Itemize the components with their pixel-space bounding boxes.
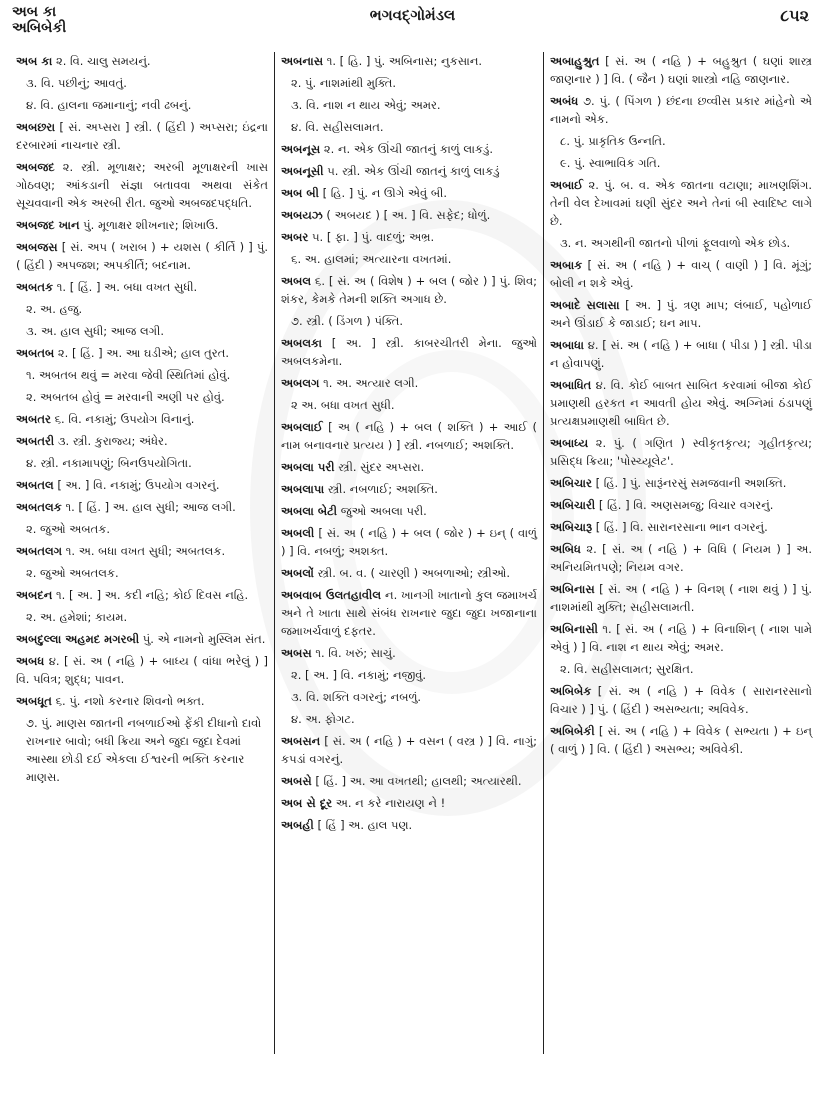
definition-text: ૧. [ હિં. ] અ. હાલ સુધી; આજ લગી. xyxy=(65,500,236,514)
headword: અબદુલ્લા અહમદ મગરબી xyxy=(16,632,140,646)
definition-text: ૩. સ્ત્રી. કુરાજ્ય; અંધેર. xyxy=(57,434,168,448)
dictionary-entry xyxy=(281,644,537,662)
definition-text: પું. મૂળાક્ષર શીખનાર; શિખાઉ. xyxy=(83,218,219,232)
dictionary-entry xyxy=(550,296,812,332)
headword: અબાધિત xyxy=(550,378,592,392)
dictionary-sense xyxy=(26,388,268,406)
page-number: ૮૫૨ xyxy=(780,6,809,25)
headword: અબલોં xyxy=(281,566,314,580)
dictionary-sense xyxy=(291,96,537,114)
definition-text: [ હિં. ] વિ. સારાનરસાના ભાન વગરનું. xyxy=(595,520,768,534)
dictionary-entry xyxy=(281,140,537,158)
guide-word-first: અબ કા xyxy=(12,4,57,20)
headword: અબિચારૂ xyxy=(550,520,593,534)
definition-text: ન. ખાનગી ખાતાનો કુલ જમાખર્ચ અને તે ખાતા સાથે સંબંધ રાખનાર જુદા જુદા ખજાનાના જમાખર્ચવાળું દફતર. xyxy=(281,588,537,638)
dictionary-entry xyxy=(281,502,537,520)
definition-text: ૨. સ્ત્રી. મૂળાક્ષર; અરબી મૂળાક્ષરની ખાસ ગોઠવણ; આંકડાની સંજ્ઞા બતાવવા અથવા સંકેત સૂચવવાની એક અરબી રીત. જુઓ અબજદપદ્ધતિ. xyxy=(16,160,269,210)
dictionary-entry xyxy=(16,498,268,516)
definition-text: ૧. [ હિં. ] અ. બધા વખત સુધી. xyxy=(56,280,198,294)
headword: અબિધ xyxy=(550,542,581,556)
page-title: ભગવદ્ગોમંડલ xyxy=(369,6,456,24)
definition-text: ૬. વિ. નકામું; ઉપયોગ વિનાનું. xyxy=(54,412,195,426)
dictionary-sense xyxy=(26,74,268,92)
headword: અબલકા xyxy=(281,336,322,350)
headword: અબિબેકી xyxy=(550,724,595,738)
dictionary-entry xyxy=(550,376,812,430)
definition-text: [ હિં. ] વિ. અણસમજુ; વિચાર વગરનું. xyxy=(598,498,774,512)
dictionary-sense xyxy=(26,454,268,472)
headword: અબનૂસી xyxy=(281,164,324,178)
definition-text: ૧. [ હિ. ] પું. અબિનાસ; નુકસાન. xyxy=(326,54,483,68)
definition-text: [ અ ( નહિ ) + બલ ( શક્તિ ) + આઈ ( નામ બનાવનાર પ્રત્યય ) ] સ્ત્રી. નબળાઈ; અશક્તિ. xyxy=(281,420,537,452)
dictionary-entry xyxy=(16,118,268,154)
definition-text: ૧. વિ. ખરું; સાચું. xyxy=(315,646,396,660)
dictionary-entry xyxy=(16,586,268,604)
headword: અબ સે દૂર xyxy=(281,796,333,810)
headword: અબિબેક xyxy=(550,684,592,698)
definition-text: ૩. ન. અગથીની જાતનો પીળાં ફૂલવાળો એક છોડ. xyxy=(560,236,791,250)
dictionary-entry xyxy=(281,816,537,834)
headword: અબલા બેટી xyxy=(281,504,338,518)
definition-text: ૨. જુઓ અબતક. xyxy=(26,522,110,536)
dictionary-entry xyxy=(16,432,268,450)
column-3 xyxy=(544,52,818,1082)
definition-text: ૪. અ. ફોગટ. xyxy=(291,712,355,726)
definition-text: ( અબયદ ) [ અ. ] વિ. સફેદ; ધોળું. xyxy=(326,208,491,222)
headword: અબતલ xyxy=(16,478,54,492)
definition-text: ૪. સ્ત્રી. નકામાપણું; બિનઉપયોગિતા. xyxy=(26,456,192,470)
definition-text: ૨. અબતબ હોવું = મરવાની અણી પર હોવું. xyxy=(26,390,225,404)
headword: અબજસ xyxy=(16,240,58,254)
headword: અબતબ xyxy=(16,346,55,360)
definition-text: ૩. અ. હાલ સુધી; આજ લગી. xyxy=(26,324,164,338)
dictionary-sense xyxy=(560,660,812,678)
definition-text: જુઓ અબલા પરી. xyxy=(340,504,427,518)
definition-text: [ સં. અ ( નહિ ) + બહુશ્રુત ( ઘણાં શાસ્ત્ર જાણનાર ) ] વિ. ( જૈન ) ઘણાં શાસ્ત્રો નહિ જાણનાર. xyxy=(550,54,813,86)
dictionary-entry xyxy=(281,418,537,454)
dictionary-entry xyxy=(550,474,812,492)
headword: અબતક xyxy=(16,280,54,294)
definition-text: ૮. પું. પ્રાકૃતિક ઉન્નતિ. xyxy=(560,134,666,148)
definition-text: ૨. પું. નાશમાંથી મુક્તિ. xyxy=(291,76,397,90)
definition-text: ૪. [ સં. અ ( નહિ ) + બાધ્ય ( વાંધા ભરેલું ) ] વિ. પવિત્ર; શુદ્ધ; પાવન. xyxy=(16,654,269,686)
definition-text: ૫. સ્ત્રી. એક ઊંચી જાતનું કાળું લાકડું xyxy=(327,164,500,178)
dictionary-entry xyxy=(550,518,812,536)
headword: અબલાપા xyxy=(281,482,325,496)
dictionary-entry xyxy=(16,410,268,428)
dictionary-entry xyxy=(16,630,268,648)
dictionary-sense xyxy=(560,132,812,150)
dictionary-entry xyxy=(550,176,812,230)
dictionary-entry xyxy=(550,496,812,514)
definition-text: ૪. વિ. હાલના જમાનાનું; નવી ઢબનું. xyxy=(26,98,192,112)
definition-text: ૨. [ હિં. ] અ. આ ઘડીએ; હાલ તુરત. xyxy=(57,346,230,360)
headword: અબાધ્ય xyxy=(550,436,589,450)
dictionary-entry xyxy=(281,564,537,582)
definition-text: ૨. [ સં. અ ( નહિ ) + વિધિ ( નિયમ ) ] અ. અનિયમિતપણે; નિયમ વગર. xyxy=(550,542,813,574)
definition-text: ૭. સ્ત્રી. ( ડિંગળ ) પંક્તિ. xyxy=(291,314,404,328)
definition-text: ૩. વિ. શક્તિ વગરનું; નબળું. xyxy=(291,690,422,704)
headword: અબિનાસ xyxy=(550,582,595,596)
definition-text: ૨. અ. હમેશાં; કાયમ. xyxy=(26,610,128,624)
dictionary-entry xyxy=(550,580,812,616)
dictionary-sense xyxy=(26,300,268,318)
headword: અબધૂત xyxy=(16,694,52,708)
definition-text: સ્ત્રી. સુંદર અપ્સરા. xyxy=(338,460,425,474)
definition-text: [ સં. અપ્સરા ] સ્ત્રી. ( હિંદી ) અપ્સરા; ઇંદ્રના દરબારમાં નાચનાર સ્ત્રી. xyxy=(16,120,269,152)
dictionary-entry xyxy=(16,692,268,710)
dictionary-sense xyxy=(291,396,537,414)
column-2 xyxy=(274,52,544,1054)
headword: અબતરી xyxy=(16,434,55,448)
headword: અબજદ ખાન xyxy=(16,218,80,232)
definition-text: ૬. પું. નશો કરનાર શિવનો ભક્ત. xyxy=(55,694,205,708)
dictionary-entry xyxy=(16,542,268,560)
definition-text: ૩. વિ. પછીનું; આવતું. xyxy=(26,76,127,90)
dictionary-entry xyxy=(281,732,537,768)
headword: અબ કા xyxy=(16,54,53,68)
definition-text: ૧. અ. અત્યાર લગી. xyxy=(323,376,419,390)
definition-text: સ્ત્રી. બ. વ. ( ચારણી ) અબળાઓ; સ્ત્રીઓ. xyxy=(317,566,510,580)
dictionary-entry xyxy=(281,374,537,392)
definition-text: ૨. અ. હજુ. xyxy=(26,302,83,316)
headword: અબાદે સલાસા xyxy=(550,298,620,312)
headword: અબયઝ xyxy=(281,208,323,222)
definition-text: [ હિ. ] પું. ન ઊગે એવું બી. xyxy=(322,186,448,200)
definition-text: [ સં. અ ( નહિ ) + વાચ્ ( વાણી ) ] વિ. મૂંગું; બોલી ન શકે એવું. xyxy=(550,258,812,290)
dictionary-sense xyxy=(291,688,537,706)
dictionary-entry xyxy=(16,158,268,212)
dictionary-entry xyxy=(16,216,268,234)
definition-text: ૪. વિ. કોઈ બાબત સાબિત કરવામાં બીજા કોઈ પ્રમાણથી હરકત ન આવતી હોય એવું. અગ્નિમાં ઠંડાપણું પ્રત્યક્ષપ્રમાણથી બાધિત છે. xyxy=(550,378,813,428)
column-1 xyxy=(10,52,274,1082)
dictionary-entry xyxy=(550,682,812,718)
definition-text: [ સં. અપ ( ખરાબ ) + યશસ ( કીર્તિ ) ] પું. ( હિંદી ) અપજશ; અપકીર્તિ; બદનામ. xyxy=(16,240,268,272)
headword: અબસ xyxy=(281,646,312,660)
dictionary-sense xyxy=(26,520,268,538)
definition-text: ૨ અ. બધા વખત સુધી. xyxy=(291,398,395,412)
definition-text: [ હિં. ] પું. સારૂંનરસું સમજવાની અશક્તિ. xyxy=(595,476,787,490)
dictionary-sense xyxy=(291,312,537,330)
dictionary-sense xyxy=(26,96,268,114)
dictionary-sense xyxy=(26,564,268,582)
dictionary-sense xyxy=(26,366,268,384)
headword: અબાધા xyxy=(550,338,584,352)
dictionary-entry xyxy=(281,162,537,180)
dictionary-sense xyxy=(26,608,268,626)
headword: અબિચાર xyxy=(550,476,592,490)
headword: અબવાબ ઉલતહાવીલ xyxy=(281,588,382,602)
definition-text: ૧. [ અ. ] અ. કદી નહિ; કોઈ દિવસ નહિ. xyxy=(56,588,249,602)
page-header xyxy=(0,0,825,50)
headword: અબધ xyxy=(16,654,45,668)
headword: અબલ xyxy=(281,274,312,288)
headword: અબાઈ xyxy=(550,178,584,192)
headword: અબિચારી xyxy=(550,498,596,512)
definition-text: અ. ન કરે નારાયણ ને ! xyxy=(335,796,446,810)
dictionary-entry xyxy=(550,92,812,128)
dictionary-entry xyxy=(281,272,537,308)
definition-text: ૬. અ. હાલમાં; અત્યારના વખતમાં. xyxy=(291,252,452,266)
dictionary-sense xyxy=(291,710,537,728)
dictionary-columns xyxy=(10,52,818,1082)
dictionary-sense xyxy=(291,250,537,268)
headword: અબંધ xyxy=(550,94,579,108)
headword: અબછરા xyxy=(16,120,56,134)
dictionary-entry xyxy=(16,52,268,70)
definition-text: ૭. પું. ( પિંગળ ) છંદના છવ્વીસ પ્રકાર માંહેનો એ નામનો એક. xyxy=(550,94,812,126)
headword: અબિનાસી xyxy=(550,622,598,636)
definition-text: [ અ. ] સ્ત્રી. કાબરચીતરી મેના. જુઓ અબલકમેના. xyxy=(281,336,538,368)
definition-text: [ અ. ] વિ. નકામું; ઉપયોગ વગરનું. xyxy=(57,478,220,492)
dictionary-entry xyxy=(281,458,537,476)
headword: અબનાસ xyxy=(281,54,324,68)
definition-text: ૪. [ સં. અ ( નહિ ) + બાધા ( પીડા ) ] સ્ત્રી. પીડા ન હોવાપણું. xyxy=(550,338,813,370)
dictionary-entry xyxy=(550,52,812,88)
headword: અબલાઈ xyxy=(281,420,323,434)
dictionary-entry xyxy=(16,238,268,274)
dictionary-sense xyxy=(560,234,812,252)
definition-text: [ સં. અ ( નહિ ) + વસન ( વસ્ત્ર ) ] વિ. નાગું; કપડાં વગરનું. xyxy=(281,734,538,766)
headword: અબાક xyxy=(550,258,583,272)
dictionary-entry xyxy=(281,480,537,498)
headword: અબલી xyxy=(281,526,315,540)
definition-text: [ અ. ] પું. ત્રણ માપ; લંબાઈ, પહોળાઈ અને ઊંડાઈ કે જાડાઈ; ઘન માપ. xyxy=(550,298,813,330)
dictionary-entry xyxy=(550,620,812,656)
definition-text: સ્ત્રી. નબળાઈ; અશક્તિ. xyxy=(327,482,438,496)
dictionary-entry xyxy=(550,722,812,758)
headword: અબતલગ xyxy=(16,544,63,558)
definition-text: ૧. અ. બધા વખત સુધી; અબતલક. xyxy=(65,544,226,558)
headword: અબદન xyxy=(16,588,53,602)
definition-text: ૨. વિ. સહીસલામત; સુરક્ષિત. xyxy=(560,662,694,676)
definition-text: ૯. પું. સ્વાભાવિક ગતિ. xyxy=(560,156,661,170)
dictionary-entry xyxy=(281,586,537,640)
headword: અબસન xyxy=(281,734,321,748)
definition-text: ૨. ન. એક ઊંચી જાતનું કાળું લાકડું. xyxy=(323,142,494,156)
headword: અબહી xyxy=(281,818,314,832)
dictionary-entry xyxy=(550,256,812,292)
definition-text: પું. એ નામનો મુસ્લિમ સંત. xyxy=(142,632,266,646)
dictionary-entry xyxy=(281,794,537,812)
headword: અબલા પરી xyxy=(281,460,335,474)
definition-text: [ હિં. ] અ. આ વખતથી; હાલથી; અત્યારથી. xyxy=(315,774,522,788)
dictionary-sense xyxy=(560,154,812,172)
dictionary-entry xyxy=(550,540,812,576)
dictionary-entry xyxy=(281,524,537,560)
definition-text: ૫. [ ફા. ] પું. વાદળું; અભ્ર. xyxy=(311,230,435,244)
definition-text: ૧. અબતબ થવું = મરવા જેવી સ્થિતિમાં હોવું. xyxy=(26,368,231,382)
definition-text: [ હિં ] અ. હાલ પણ. xyxy=(317,818,413,832)
definition-text: [ સં. અ ( નહિ ) + બલ ( જોર ) + ઇન્ ( વાળું ) ] વિ. નબળું; અશક્ત. xyxy=(281,526,537,558)
dictionary-entry xyxy=(16,344,268,362)
headword: અબતર xyxy=(16,412,51,426)
guide-word-last: અબિબેકી xyxy=(12,20,67,36)
headword: અબનૂસ xyxy=(281,142,321,156)
definition-text: [ સં. અ ( નહિ ) + વિનશ્ ( નાશ થવું ) ] પું. નાશમાંથી મુક્તિ; સહીસલામતી. xyxy=(550,582,813,614)
definition-text: ૧. [ સં. અ ( નહિ ) + વિનાશિન્ ( નાશ પામે એવું ) ] વિ. નાશ ન થાય એવું; અમર. xyxy=(550,622,812,654)
headword: અબસે xyxy=(281,774,312,788)
definition-text: ૭. પું. માણસ જાતની નબળાઈઓ ફેંકી દીધાનો દાવો રાખનાર બાવો; બધી ક્રિયા અને જુદા જુદા દેવમાં આસ્થા છોડી દઈ એકલા ઈશ્વરની ભક્તિ કરનાર માણસ. xyxy=(26,716,262,784)
definition-text: ૨. [ અ. ] વિ. નકામું; નજીવું. xyxy=(291,668,427,682)
headword: અબર xyxy=(281,230,309,244)
dictionary-sense xyxy=(291,118,537,136)
headword: અબજદ xyxy=(16,160,55,174)
dictionary-entry xyxy=(281,334,537,370)
dictionary-entry xyxy=(550,336,812,372)
definition-text: [ સં. અ ( નહિ ) + વિવેક ( સભ્યતા ) + ઇન્ ( વાળું ) ] વિ. ( હિંદી ) અસભ્ય; અવિવેકી. xyxy=(550,724,812,756)
headword: અબ બી xyxy=(281,186,319,200)
definition-text: ૨. જુઓ અબતલક. xyxy=(26,566,119,580)
headword: અબલગ xyxy=(281,376,320,390)
dictionary-entry xyxy=(281,206,537,224)
definition-text: ૨. પું. ( ગણિત ) સ્વીકૃતકૃત્ય; ગૃહીતકૃત્ય; પ્રસિદ્ધ ક્રિયા; 'પોસ્ચ્યૂલેટ'. xyxy=(550,436,813,468)
definition-text: [ સં. અ ( નહિ ) + વિવેક ( સારાનરસાનો વિચાર ) ] પું. ( હિંદી ) અસભ્યતા; અવિવેક. xyxy=(550,684,812,716)
dictionary-entry xyxy=(550,434,812,470)
dictionary-sense xyxy=(291,666,537,684)
definition-text: ૩. વિ. નાશ ન થાય એવું; અમર. xyxy=(291,98,441,112)
dictionary-entry xyxy=(16,278,268,296)
definition-text: ૨. પું. બ. વ. એક જાતના વટાણા; માખણશિંગ. તેની વેલ દેખાવમાં ઘણી સુંદર અને તેનાં બી સ્વાદિષ્ટ લાગે છે. xyxy=(550,178,812,228)
dictionary-entry xyxy=(16,476,268,494)
definition-text: ૨. વિ. ચાલુ સમયનું. xyxy=(55,54,151,68)
dictionary-sense xyxy=(26,322,268,340)
dictionary-entry xyxy=(281,772,537,790)
dictionary-entry xyxy=(281,52,537,70)
headword: અબાહુશ્રુત xyxy=(550,54,600,68)
dictionary-entry xyxy=(281,184,537,202)
dictionary-sense xyxy=(291,74,537,92)
definition-text: ૪. વિ. સહીસલામત. xyxy=(291,120,384,134)
dictionary-entry xyxy=(16,652,268,688)
definition-text: ૬. [ સં. અ ( વિશેષ ) + બલ ( જોર ) ] પું. શિવ; શંકર, કેમકે તેમની શક્તિ અગાધ છે. xyxy=(281,274,537,306)
headword: અબતલક xyxy=(16,500,62,514)
dictionary-entry xyxy=(281,228,537,246)
dictionary-sense xyxy=(26,714,268,786)
